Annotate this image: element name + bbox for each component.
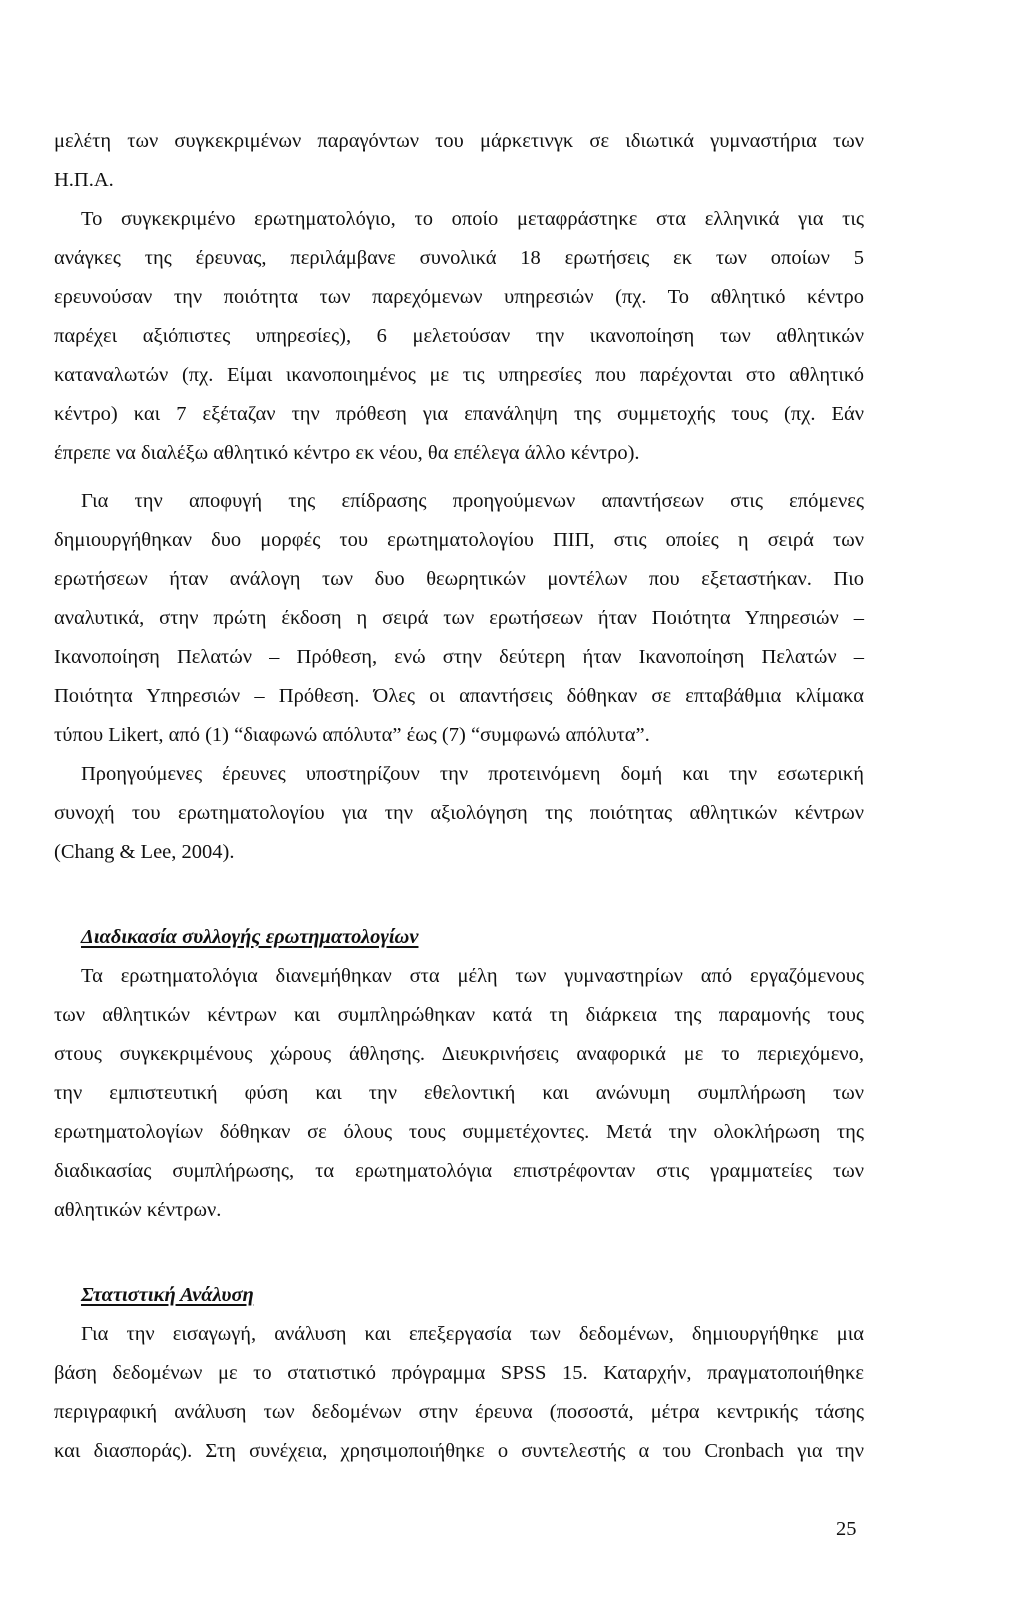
text-line: δημιουργήθηκαν δυο μορφές του ερωτηματολογίου ΠΙΠ, στις οποίες η σειρά των bbox=[54, 529, 864, 551]
text-line: συνοχή του ερωτηματολογίου για την αξιολόγηση της ποιότητας αθλητικών κέντρων bbox=[54, 802, 864, 824]
text-line: ερευνούσαν την ποιότητα των παρεχόμενων υπηρεσιών (πχ. Το αθλητικό κέντρο bbox=[54, 286, 864, 308]
text-line: παρέχει αξιόπιστες υπηρεσίες), 6 μελετούσαν την ικανοποίηση των αθλητικών bbox=[54, 325, 864, 347]
text-line: διαδικασίας συμπλήρωσης, τα ερωτηματολόγια επιστρέφονταν στις γραμματείες των bbox=[54, 1160, 864, 1182]
text-line: Η.Π.Α. bbox=[54, 169, 114, 191]
text-line: Τα ερωτηματολόγια διανεμήθηκαν στα μέλη των γυμναστηρίων από εργαζόμενους bbox=[81, 965, 864, 987]
text-line: ερωτηματολογίων δόθηκαν σε όλους τους συμμετέχοντες. Μετά την ολοκλήρωση της bbox=[54, 1121, 864, 1143]
text-line: ανάγκες της έρευνας, περιλάμβανε συνολικά 18 ερωτήσεις εκ των οποίων 5 bbox=[54, 247, 864, 269]
text-line: και διασποράς). Στη συνέχεια, χρησιμοποιήθηκε ο συντελεστής α του Cronbach για την bbox=[54, 1440, 864, 1462]
text-line: Ποιότητα Υπηρεσιών – Πρόθεση. Όλες οι απαντήσεις δόθηκαν σε επταβάθμια κλίμακα bbox=[54, 685, 864, 707]
text-line: Για την αποφυγή της επίδρασης προηγούμενων απαντήσεων στις επόμενες bbox=[81, 490, 864, 512]
text-line: ερωτήσεων ήταν ανάλογη των δυο θεωρητικών μοντέλων που εξεταστήκαν. Πιο bbox=[54, 568, 864, 590]
page-number: 25 bbox=[836, 1518, 857, 1540]
text-line: Για την εισαγωγή, ανάλυση και επεξεργασία των δεδομένων, δημιουργήθηκε μια bbox=[81, 1323, 864, 1345]
text-line: αθλητικών κέντρων. bbox=[54, 1199, 222, 1221]
text-line: στους συγκεκριμένους χώρους άθλησης. Διευκρινήσεις αναφορικά με το περιεχόμενο, bbox=[54, 1043, 864, 1065]
text-line: τύπου Likert, από (1) “διαφωνώ απόλυτα” έως (7) “συμφωνώ απόλυτα”. bbox=[54, 724, 650, 746]
text-line: Προηγούμενες έρευνες υποστηρίζουν την προτεινόμενη δομή και την εσωτερική bbox=[81, 763, 864, 785]
text-line: μελέτη των συγκεκριμένων παραγόντων του μάρκετινγκ σε ιδιωτικά γυμναστήρια των bbox=[54, 130, 864, 152]
text-line: Ικανοποίηση Πελατών – Πρόθεση, ενώ στην δεύτερη ήταν Ικανοποίηση Πελατών – bbox=[54, 646, 864, 668]
text-line: περιγραφική ανάλυση των δεδομένων στην έρευνα (ποσοστά, μέτρα κεντρικής τάσης bbox=[54, 1401, 864, 1423]
section-heading: Στατιστική Ανάλυση bbox=[81, 1284, 254, 1306]
text-line: (Chang & Lee, 2004). bbox=[54, 841, 235, 863]
text-line: βάση δεδομένων με το στατιστικό πρόγραμμα SPSS 15. Καταρχήν, πραγματοποιήθηκε bbox=[54, 1362, 864, 1384]
text-line: καταναλωτών (πχ. Είμαι ικανοποιημένος με τις υπηρεσίες που παρέχονται στο αθλητικό bbox=[54, 364, 864, 386]
text-line: την εμπιστευτική φύση και την εθελοντική και ανώνυμη συμπλήρωση των bbox=[54, 1082, 864, 1104]
section-heading: Διαδικασία συλλογής ερωτηματολογίων bbox=[81, 926, 419, 948]
text-line: έπρεπε να διαλέξω αθλητικό κέντρο εκ νέου, θα επέλεγα άλλο κέντρο). bbox=[54, 442, 640, 464]
text-line: Το συγκεκριμένο ερωτηματολόγιο, το οποίο μεταφράστηκε στα ελληνικά για τις bbox=[81, 208, 864, 230]
text-line: αναλυτικά, στην πρώτη έκδοση η σειρά των ερωτήσεων ήταν Ποιότητα Υπηρεσιών – bbox=[54, 607, 864, 629]
text-line: των αθλητικών κέντρων και συμπληρώθηκαν κατά τη διάρκεια της παραμονής τους bbox=[54, 1004, 864, 1026]
text-line: κέντρο) και 7 εξέταζαν την πρόθεση για επανάληψη της συμμετοχής τους (πχ. Εάν bbox=[54, 403, 864, 425]
